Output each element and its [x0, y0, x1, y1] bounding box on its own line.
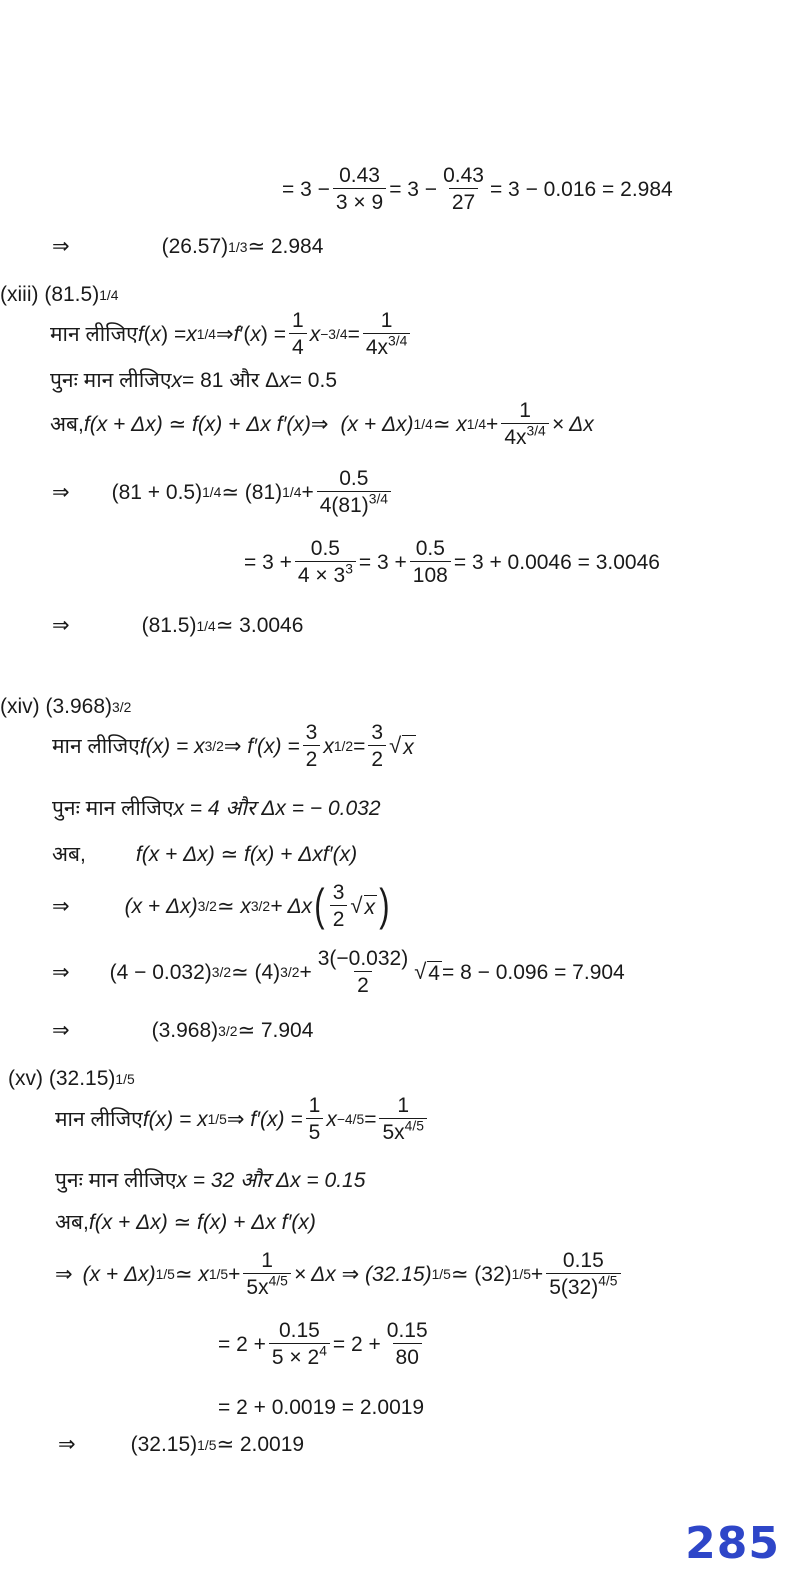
- numerator: 1: [380, 309, 393, 332]
- result: ≃ 2.0019: [216, 1433, 305, 1456]
- text: ≃ (81): [221, 480, 283, 504]
- text: (81 + 0.5): [111, 480, 203, 504]
- numerator: 0.5: [415, 537, 445, 560]
- text: (4 − 0.032): [109, 960, 212, 984]
- text: = 2 +: [218, 1332, 266, 1356]
- denominator: 80: [393, 1343, 422, 1368]
- text: 4x: [365, 336, 389, 359]
- fraction: [317, 468, 391, 516]
- xiv-line-3: [52, 844, 357, 865]
- exponent: 4/5: [598, 1272, 618, 1289]
- text: + Δx: [270, 894, 313, 918]
- text: अब,: [50, 412, 84, 436]
- right-paren-icon: ): [379, 880, 390, 930]
- fraction: [501, 400, 548, 448]
- xiv-heading: (xiv) (3.968) 3/2: [0, 695, 132, 718]
- item-label: (xv): [8, 1067, 43, 1090]
- exponent: 3/4: [368, 490, 389, 507]
- result: ≃ 7.904: [237, 1019, 314, 1042]
- numerator: 1: [292, 309, 304, 332]
- fraction: [333, 165, 386, 213]
- text: f(x + Δx) ≃ f(x) + Δx f′(x): [88, 1211, 316, 1234]
- implies-symbol: ⇒: [52, 960, 70, 984]
- exponent: 4/5: [268, 1272, 288, 1289]
- fraction: [269, 1320, 330, 1368]
- denominator: [269, 1343, 330, 1368]
- xv-line-7: ⇒ (32.15) 1/5 ≃ 2.0019: [58, 1433, 305, 1456]
- text: पुनः मान लीजिए: [50, 369, 172, 392]
- text: f: [137, 322, 144, 346]
- fraction: [315, 948, 411, 996]
- numerator: 0.15: [562, 1249, 604, 1272]
- denominator: 4: [289, 333, 307, 358]
- denominator: [243, 1273, 290, 1298]
- numerator: 0.5: [339, 467, 369, 490]
- text: = 3 −: [389, 177, 438, 201]
- implies-symbol: ⇒: [52, 1019, 70, 1042]
- text: ′(: [239, 322, 251, 346]
- xii-line-2: ⇒ (26.57) 1/3 ≃ 2.984: [52, 235, 324, 258]
- text: =: [353, 734, 366, 758]
- expr: (32.15): [130, 1433, 198, 1456]
- item-label: (xiii): [0, 283, 39, 306]
- text: ⇒ f′(x) =: [226, 1107, 303, 1131]
- text: +: [530, 1262, 544, 1286]
- text: +: [228, 1262, 241, 1286]
- expr: (26.57): [161, 235, 229, 258]
- text: × Δx: [551, 412, 594, 436]
- text: ≃ (4): [231, 960, 281, 984]
- xiii-line-1: मान लीजिए f ( x ) = x 1/4 ⇒ f ′( x ) = $\frac{1}{4}$ x −3/4 = $\frac{1}{4x^{3/4}}$: [50, 310, 413, 358]
- radicand: x: [403, 735, 414, 759]
- text: 4(81): [319, 494, 369, 517]
- text: =: [364, 1107, 377, 1131]
- text: = 2 +: [332, 1332, 381, 1356]
- implies-symbol: ⇒: [310, 412, 329, 436]
- text: f(x) = x: [142, 1107, 208, 1131]
- radical-sign-icon: √: [389, 732, 402, 758]
- exponent: 3/4: [526, 422, 546, 439]
- expr: (81.5): [44, 283, 100, 306]
- denominator: [363, 333, 410, 358]
- numerator: 3: [305, 721, 318, 744]
- text: = 3 +: [358, 550, 407, 574]
- text: = 2 + 0.0019 = 2.0019: [218, 1396, 425, 1419]
- numerator: 0.5: [310, 537, 340, 560]
- denominator: 2: [303, 745, 321, 770]
- text: +: [301, 480, 314, 504]
- text: 5x: [246, 1276, 269, 1299]
- fraction: [303, 722, 321, 770]
- expr: (3.968): [151, 1019, 219, 1042]
- denominator: 108: [410, 561, 451, 586]
- xiii-line-2: [50, 370, 337, 391]
- xiv-line-1: मान लीजिए f(x) = x 3/2 ⇒ f′(x) = $\frac{3}{2}$ x 1/2 = $\frac{3}{2}$ √ x: [52, 721, 414, 771]
- text: +: [486, 412, 499, 436]
- text: 4 × 3: [297, 564, 346, 587]
- fraction: [546, 1250, 620, 1298]
- expr: (3.968): [45, 695, 113, 718]
- numerator: 3: [371, 721, 384, 744]
- text: ≃ x: [216, 894, 251, 918]
- text: f(x + Δx) ≃ f(x) + Δx f′(x): [83, 412, 311, 436]
- numerator: 3: [332, 881, 345, 904]
- numerator: 1: [261, 1249, 273, 1272]
- text: = 81 और Δ: [181, 369, 280, 392]
- text: (: [143, 322, 151, 346]
- xiv-line-5: ⇒ (4 − 0.032) 3/2 ≃ (4) 3/2 + $\frac{3(-0.032)}{2}$ √ 4 = 8 − 0.096 = 7.904: [52, 947, 625, 997]
- numerator: 3(−0.032): [317, 947, 409, 970]
- text: मान लीजिए: [55, 1107, 143, 1131]
- xiii-line-4: ⇒ (81 + 0.5) 1/4 ≃ (81) 1/4 + $\frac{0.5}{4(81)^{3/4}}$: [52, 468, 394, 516]
- text: x: [171, 369, 182, 392]
- text: x = 32 और Δx = 0.15: [176, 1169, 366, 1192]
- xiv-line-4: ⇒ (x + Δx) 3/2 ≃ x 3/2 + Δx ( $\frac{3}{2}$ √ x ): [52, 880, 390, 931]
- xv-line-6: [218, 1397, 424, 1418]
- text: x: [186, 322, 197, 346]
- implies-symbol: ⇒: [58, 1433, 76, 1456]
- numerator: 1: [308, 1094, 321, 1117]
- text: पुनः मान लीजिए: [55, 1169, 177, 1192]
- numerator: 0.43: [339, 164, 380, 187]
- numerator: 0.43: [443, 164, 484, 187]
- fraction: [379, 1095, 426, 1143]
- expr: (32.15): [48, 1067, 116, 1090]
- fraction: [330, 882, 348, 930]
- square-root: [389, 732, 416, 759]
- text: 4x: [504, 426, 527, 449]
- text: f(x) = x: [139, 734, 205, 758]
- item-label: (xiv): [0, 695, 40, 718]
- denominator: 2: [368, 745, 386, 770]
- xiv-line-2: [52, 798, 381, 819]
- xiii-line-6: ⇒ (81.5) 1/4 ≃ 3.0046: [52, 614, 304, 637]
- text: x: [279, 369, 290, 392]
- text: ≃ (32): [450, 1262, 512, 1286]
- text: = 3 +: [244, 550, 292, 574]
- exponent: 3/4: [388, 332, 408, 349]
- xv-line-2: [55, 1170, 365, 1191]
- text: पुनः मान लीजिए: [52, 797, 174, 820]
- text: ⇒ f′(x) =: [223, 734, 300, 758]
- xii-line-1: [282, 165, 673, 213]
- text: f: [233, 322, 240, 346]
- page-number: 285: [685, 1518, 780, 1569]
- xiii-line-3: अब, f(x + Δx) ≃ f(x) + Δx f′(x) ⇒ (x + Δx) 1/4 ≃ x 1/4 + $\frac{1}{4x^{3/4}}$ × Δx: [50, 399, 594, 449]
- radicand: 4: [428, 961, 440, 985]
- implies-symbol: ⇒: [52, 480, 70, 504]
- denominator: [295, 561, 356, 586]
- text: = 3 − 0.016 = 2.984: [489, 177, 673, 201]
- denominator: 2: [354, 971, 372, 996]
- radicand: x: [364, 895, 376, 919]
- fraction: [410, 538, 451, 586]
- text: x: [323, 734, 334, 758]
- text: ≃ x: [174, 1262, 209, 1286]
- radical-sign-icon: √: [414, 958, 427, 984]
- text: ≃ x: [432, 412, 467, 436]
- xv-line-4: ⇒ (x + Δx) 1/5 ≃ x 1/5 + $\frac{1}{5x^{4/5}}$ × Δx ⇒ (32.15) 1/5 ≃ (32) 1/5 + $\frac{0.15}{5(32)^{4/5}}$: [55, 1250, 624, 1298]
- denominator: [317, 491, 391, 516]
- xv-line-5: [218, 1320, 434, 1368]
- exponent: 4: [319, 1342, 327, 1359]
- implies-symbol: ⇒: [52, 614, 70, 637]
- numerator: 1: [519, 399, 531, 422]
- text: x = 4 और Δx = − 0.032: [173, 797, 381, 820]
- text: ⇒: [216, 322, 234, 346]
- denominator: 27: [449, 188, 478, 213]
- result: ≃ 3.0046: [215, 614, 304, 637]
- fraction: [306, 1095, 324, 1143]
- denominator: [546, 1273, 620, 1298]
- fraction: [440, 165, 487, 213]
- text: x: [250, 322, 261, 346]
- numerator: 0.15: [386, 1319, 428, 1342]
- square-root: [414, 958, 442, 985]
- xiv-line-6: ⇒ (3.968) 3/2 ≃ 7.904: [52, 1019, 314, 1042]
- text: x: [150, 322, 162, 346]
- text: ) =: [260, 322, 287, 346]
- implies-symbol: ⇒: [52, 235, 70, 258]
- text: = 3 −: [282, 177, 330, 201]
- denominator: 3 × 9: [333, 188, 386, 213]
- left-paren-icon: (: [314, 880, 325, 930]
- text: (x + Δx): [340, 412, 414, 436]
- exponent: 3: [345, 560, 353, 577]
- denominator: [501, 423, 548, 448]
- text: मान लीजिए: [52, 734, 140, 758]
- text: अब,: [52, 843, 86, 866]
- fraction: [384, 1320, 431, 1368]
- text: 5 × 2: [271, 1346, 320, 1369]
- implies-symbol: ⇒: [55, 1262, 73, 1286]
- denominator: 5: [306, 1118, 324, 1143]
- xv-line-1: मान लीजिए f(x) = x 1/5 ⇒ f′(x) = $\frac{1}{5}$ x −4/5 = $\frac{1}{5x^{4/5}}$: [55, 1095, 430, 1143]
- square-root: [350, 892, 377, 919]
- xv-heading: (xv) (32.15) 1/5: [8, 1067, 135, 1090]
- text: f(x + Δx) ≃ f(x) + Δxf′(x): [135, 843, 358, 866]
- text: मान लीजिए: [50, 322, 138, 346]
- text: (x + Δx): [124, 894, 198, 918]
- text: ) =: [161, 322, 187, 346]
- expr: (81.5): [141, 614, 197, 637]
- numerator: 1: [397, 1094, 410, 1117]
- text: x: [309, 322, 321, 346]
- radical-sign-icon: √: [350, 892, 363, 918]
- exponent: 4/5: [404, 1117, 424, 1134]
- text: = 0.5: [289, 369, 337, 392]
- text: = 8 − 0.096 = 7.904: [441, 960, 625, 984]
- denominator: [379, 1118, 426, 1143]
- fraction: [295, 538, 356, 586]
- text: +: [299, 960, 312, 984]
- text: × Δx ⇒ (32.15): [293, 1262, 432, 1286]
- xiii-heading: (xiii) (81.5) 1/4: [0, 283, 119, 306]
- text: अब,: [55, 1211, 89, 1234]
- xv-line-3: [55, 1212, 316, 1233]
- text: 5(32): [549, 1276, 599, 1299]
- fraction: [368, 722, 386, 770]
- numerator: 0.15: [278, 1319, 320, 1342]
- implies-symbol: ⇒: [52, 894, 70, 918]
- fraction: [363, 310, 410, 358]
- text: = 3 + 0.0046 = 3.0046: [453, 550, 660, 574]
- fraction: [243, 1250, 290, 1298]
- result: ≃ 2.984: [247, 235, 324, 258]
- xiii-line-5: [244, 538, 660, 586]
- text: =: [347, 322, 360, 346]
- text: 5x: [382, 1121, 405, 1144]
- text: x: [326, 1107, 337, 1131]
- fraction: [289, 310, 307, 358]
- text: (x + Δx): [82, 1262, 156, 1286]
- denominator: 2: [330, 905, 348, 930]
